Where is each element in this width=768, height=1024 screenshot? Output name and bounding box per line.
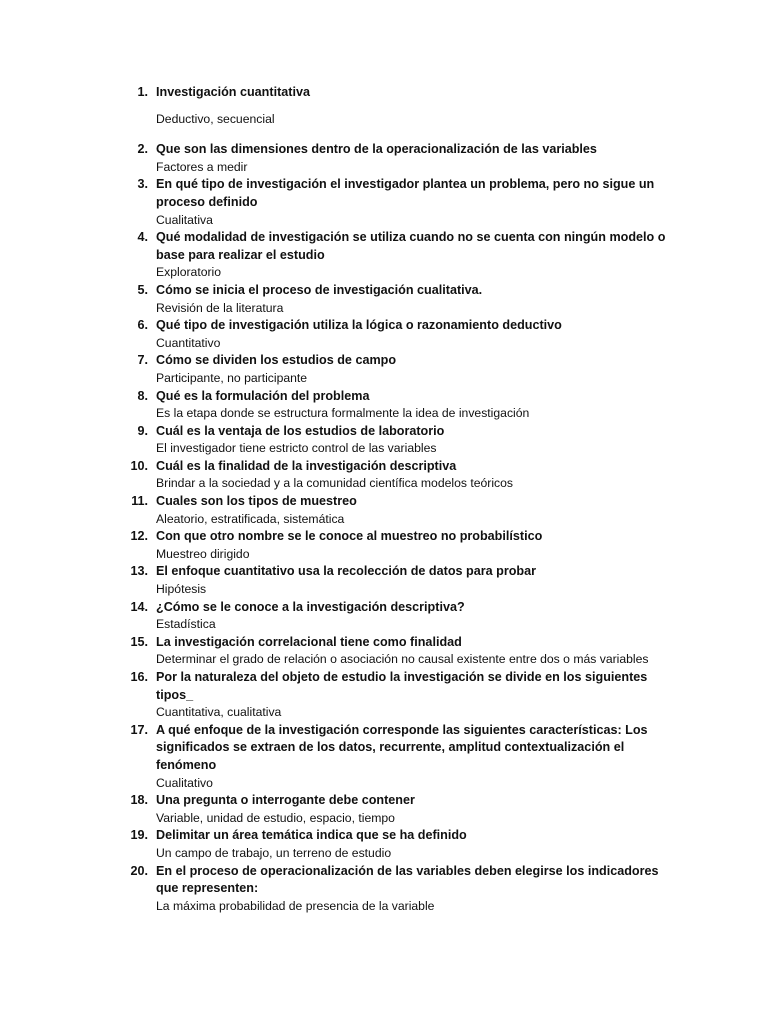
list-item bbox=[0, 863, 768, 916]
item-number: 13. bbox=[130, 564, 148, 579]
question-text: Que son las dimensiones dentro de la operacionalización de las variables bbox=[156, 142, 597, 157]
answer-text: Estadística bbox=[156, 617, 216, 632]
answer-text: Muestreo dirigido bbox=[156, 546, 250, 561]
list-item bbox=[0, 352, 768, 387]
item-number: 10. bbox=[130, 458, 148, 473]
list-item bbox=[0, 458, 768, 493]
item-number: 15. bbox=[130, 634, 148, 649]
question-text: Con que otro nombre se le conoce al muestreo no probabilístico bbox=[156, 529, 543, 544]
list-item bbox=[0, 669, 768, 722]
question-text: Una pregunta o interrogante debe contener bbox=[156, 793, 415, 808]
answer-text: La máxima probabilidad de presencia de la variable bbox=[156, 898, 435, 913]
question-text: En qué tipo de investigación el investigador plantea un problema, pero no sigue un proceso definido bbox=[156, 177, 655, 209]
list-item bbox=[0, 528, 768, 563]
item-number: 6. bbox=[137, 318, 148, 333]
question-text: La investigación correlacional tiene como finalidad bbox=[156, 634, 462, 649]
list-item bbox=[0, 317, 768, 352]
question-text: Cuál es la ventaja de los estudios de laboratorio bbox=[156, 423, 445, 438]
answer-text: Cuantitativa, cualitativa bbox=[156, 705, 282, 720]
item-number: 12. bbox=[130, 529, 148, 544]
item-number: 1. bbox=[137, 85, 148, 99]
list-item bbox=[0, 141, 768, 176]
list-item bbox=[0, 229, 768, 282]
question-list bbox=[0, 84, 768, 915]
list-item bbox=[0, 423, 768, 458]
question-text: Cómo se inicia el proceso de investigación cualitativa. bbox=[156, 282, 483, 297]
question-text: El enfoque cuantitativo usa la recolección de datos para probar bbox=[156, 564, 537, 579]
answer-text: Exploratorio bbox=[156, 265, 222, 280]
answer-text: Determinar el grado de relación o asociación no causal existente entre dos o más variables bbox=[156, 652, 649, 667]
question-text: ¿Cómo se le conoce a la investigación descriptiva? bbox=[156, 599, 465, 614]
question-text: Cuál es la finalidad de la investigación descriptiva bbox=[156, 458, 457, 473]
question-text: A qué enfoque de la investigación corresponde las siguientes características: Los significados se extraen de los datos, recurrente, amplitud contextualización el fenómeno bbox=[156, 722, 648, 772]
question-text: Cuales son los tipos de muestreo bbox=[156, 494, 357, 509]
item-number: 19. bbox=[130, 828, 148, 843]
question-text: En el proceso de operacionalización de las variables deben elegirse los indicadores que representen: bbox=[156, 863, 659, 896]
item-number: 2. bbox=[137, 142, 148, 157]
list-item bbox=[0, 563, 768, 598]
item-number: 17. bbox=[130, 722, 148, 737]
answer-text: Factores a medir bbox=[156, 159, 248, 174]
item-number: 9. bbox=[137, 423, 148, 438]
answer-text: Cualitativo bbox=[156, 775, 213, 790]
answer-text: Hipótesis bbox=[156, 582, 207, 597]
answer-text: Participante, no participante bbox=[156, 370, 308, 385]
question-text: Qué es la formulación del problema bbox=[156, 388, 370, 403]
answer-text: Cuantitativo bbox=[156, 335, 221, 350]
question-text: Cómo se dividen los estudios de campo bbox=[156, 353, 397, 368]
answer-text: El investigador tiene estricto control de las variables bbox=[156, 441, 437, 456]
answer-text: Deductivo, secuencial bbox=[156, 111, 275, 126]
item-number: 20. bbox=[130, 863, 148, 878]
list-item bbox=[0, 792, 768, 827]
list-item bbox=[0, 84, 768, 128]
item-number: 8. bbox=[137, 388, 148, 403]
item-number: 16. bbox=[130, 670, 148, 684]
list-item bbox=[0, 634, 768, 669]
list-item bbox=[0, 599, 768, 634]
list-item bbox=[0, 722, 768, 792]
list-item bbox=[0, 176, 768, 229]
answer-text: Brindar a la sociedad y a la comunidad científica modelos teóricos bbox=[156, 476, 514, 491]
question-text: Qué tipo de investigación utiliza la lógica o razonamiento deductivo bbox=[156, 318, 562, 333]
list-item bbox=[0, 282, 768, 317]
question-text: Investigación cuantitativa bbox=[156, 85, 310, 99]
item-number: 18. bbox=[130, 793, 148, 808]
question-text: Por la naturaleza del objeto de estudio la investigación se divide en los siguientes tipos_ bbox=[156, 670, 648, 702]
item-number: 5. bbox=[137, 282, 148, 297]
answer-text: Es la etapa donde se estructura formalmente la idea de investigación bbox=[156, 406, 530, 421]
answer-text: Revisión de la literatura bbox=[156, 300, 284, 315]
item-number: 14. bbox=[130, 599, 148, 614]
item-number: 3. bbox=[137, 177, 148, 192]
list-item bbox=[0, 493, 768, 528]
item-number: 11. bbox=[131, 494, 148, 509]
answer-text: Un campo de trabajo, un terreno de estudio bbox=[156, 845, 392, 860]
answer-text: Variable, unidad de estudio, espacio, tiempo bbox=[156, 810, 395, 825]
item-number: 7. bbox=[137, 353, 148, 368]
answer-text: Aleatorio, estratificada, sistemática bbox=[156, 511, 345, 526]
answer-text: Cualitativa bbox=[156, 212, 213, 227]
list-item bbox=[0, 827, 768, 862]
question-text: Qué modalidad de investigación se utiliza cuando no se cuenta con ningún modelo o base para realizar el estudio bbox=[156, 230, 666, 262]
list-item bbox=[0, 388, 768, 423]
item-number: 4. bbox=[137, 230, 148, 245]
question-text: Delimitar un área temática indica que se ha definido bbox=[156, 828, 467, 843]
